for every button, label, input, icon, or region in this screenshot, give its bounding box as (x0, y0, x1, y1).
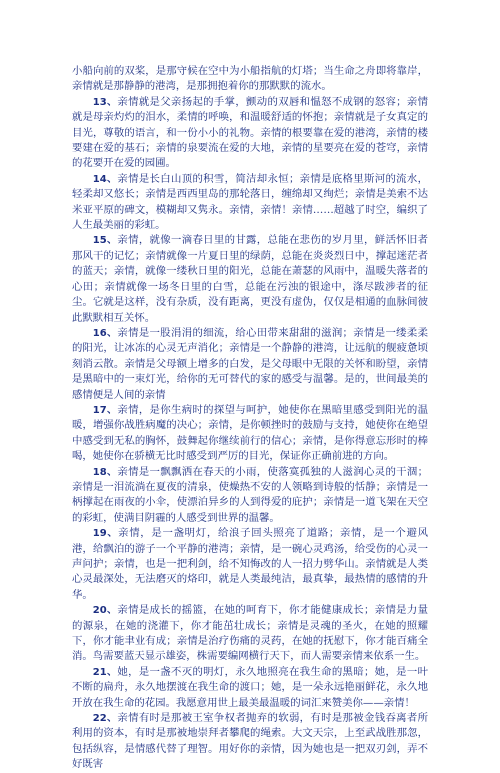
paragraph-number: 19、 (92, 528, 119, 540)
paragraph-text: 亲情有时是那被王室争权者抛弃的软弱，有时是那被金钱吞离者所利用的资本，有时是那被地崇拜者攀爬的绳索。大文天宗，上至武战胜那忽，包括纵容，是情感代替了理智。用好你的亲情，因为她也是一把双刃剑，弄不好既害 (72, 712, 429, 771)
paragraph-21 (72, 665, 428, 711)
paragraph-number: 22、 (92, 713, 118, 725)
paragraph-17 (72, 403, 428, 465)
paragraph-number: 13、 (92, 96, 118, 108)
paragraph-number: 14、 (92, 173, 118, 185)
paragraph-18 (72, 465, 428, 527)
paragraph-number: 15、 (92, 235, 118, 247)
paragraph-continuation (72, 64, 428, 95)
paragraph-14 (72, 172, 428, 234)
paragraph-text: 亲情是成长的摇篮，在她的呵育下，你才能健康成长；亲情是力量的源泉，在她的浇灌下，你才能茁壮成长；亲情是灵魂的圣火，在她的照耀下，你才能聿业有成；亲情是治疗伤痛的灵药，在她的抚慰下，你才能百痛全消。鸟需要蓝天显示雄姿，株需要编网横行天下，而人需要亲情来依系一生。 (72, 604, 429, 663)
document-body (72, 64, 428, 773)
paragraph-20 (72, 603, 428, 665)
paragraph-number: 16、 (92, 327, 118, 339)
paragraph-22 (72, 711, 428, 773)
paragraph-text: 她，是一盏不灭的明灯，永久地照亮在我生命的黑暗；她，是一叶不断的扁舟，永久地摆渡在我生命的渡口；她，是一朵永远艳丽鲜花，永久地开放在我生命的花园。我愿意用世上最美最温暖的词汇来赞美你——亲情！ (72, 665, 429, 709)
paragraph-text: 亲情就是父亲扬起的手掌，颤动的双唇和愠怒不成钢的怒容；亲情就是母亲灼灼的泪水，柔情的呼唤，和温暖舒适的怀抱；亲情就是子女真定的目光，尊敬的语言，和一份小小的礼物。亲情的根要靠在爱的港湾，亲情的楼要建在爱的基石；亲情的泉要流在爱的大地，亲情的星要亮在爱的苍穹，亲情的花要开在爱的园圃。 (72, 95, 429, 170)
paragraph-text: 亲情，是一盏明灯，给浪子回头照亮了道路；亲情，是一个避风港，给飘泊的游子一个平静的港湾；亲情，是一碗心灵鸡汤，给受伤的心灵一声问护；亲情，也是一把利剑，给不知悔改的人一招力劈华山。亲情就是人类心灵最深处，无法磨灭的烙印，就是人类最纯洁，最真挚，最热情的感情的升华。 (72, 527, 429, 601)
paragraph-number: 21、 (92, 666, 118, 678)
paragraph-text: 亲情，是你生病时的探望与呵护，她使你在黑暗里感受到阳光的温暖，增强你战胜病魔的决心；亲情，是你顿挫时的鼓励与支持，她使你在绝望中感受到无私的胸怀，鼓舞起你继续前行的信心；亲情，是你得意忘形时的棒喝，她使你在骄横无比时感受到严厉的目光，保证你正确前进的方向。 (72, 403, 429, 463)
paragraph-text: 亲情是一飘飘洒在春天的小雨，使落寞孤独的人滋润心灵的干涸；亲情是一泪流淌在夏夜的清泉，使燥热不安的人领略到诗般的恬静；亲情是一柄撑起在雨夜的小伞，使漂泊异乡的人到得爱的庇护；亲情是一道飞架在天空的彩虹，使满目阴霾的人感受到世界的温馨。 (72, 465, 429, 524)
paragraph-15 (72, 233, 428, 325)
paragraph-19 (72, 526, 428, 603)
paragraph-number: 17、 (92, 404, 118, 416)
paragraph-text: 小船向前的双桨，是那守候在空中为小船指航的灯塔；当生命之舟即将靠岸，亲情就是那静静的港湾，是那拥抱着你的那默默的流水。 (72, 65, 428, 93)
paragraph-13 (72, 95, 428, 172)
paragraph-number: 20、 (92, 605, 118, 617)
paragraph-number: 18、 (92, 466, 118, 478)
paragraph-text: 亲情是长白山顶的积雪，简洁却永恒；亲情是底格里斯河的流水，轻柔却又悠长；亲情是西西里岛的那轮落日，缠绵却又绚烂；亲情是美索不达米亚平原的碑文，模糊却又隽永。亲情，亲情！亲情……超越了时空，编织了人生最美丽的彩虹。 (72, 172, 429, 232)
paragraph-text: 亲情，就像一滴春日里的甘露，总能在悲伤的岁月里，鲜活怀旧者那风干的记忆；亲情就像一片夏日里的绿荫，总能在炎炎烈日中，撑起迷茫者的蓝天；亲情，就像一缕秋日里的阳光，总能在萧瑟的风雨中，温暖失落者的心田；亲情就像一场冬日里的白雪，总能在污浊的银途中，涤尽跋涉者的征尘。它就是这样，没有杂质，没有距离，更没有虚伪，仅仅是相通的血脉间彼此默默相互关怀。 (72, 234, 429, 324)
paragraph-text: 亲情是一股涓涓的细流，给心田带来甜甜的滋润；亲情是一缕柔柔的阳光，让冰冻的心灵无声消化；亲情是一个静静的港湾，让远航的舰疲惫顷刻消云散。亲情是父母额上增多的白发，是父母眼中无限的关怀和盼望，亲情是黑暗中的一束灯光，给你的无可替代的家的感受与温馨。是的，世间最美的感情便是人间的亲情 (72, 326, 429, 401)
paragraph-16 (72, 326, 428, 403)
